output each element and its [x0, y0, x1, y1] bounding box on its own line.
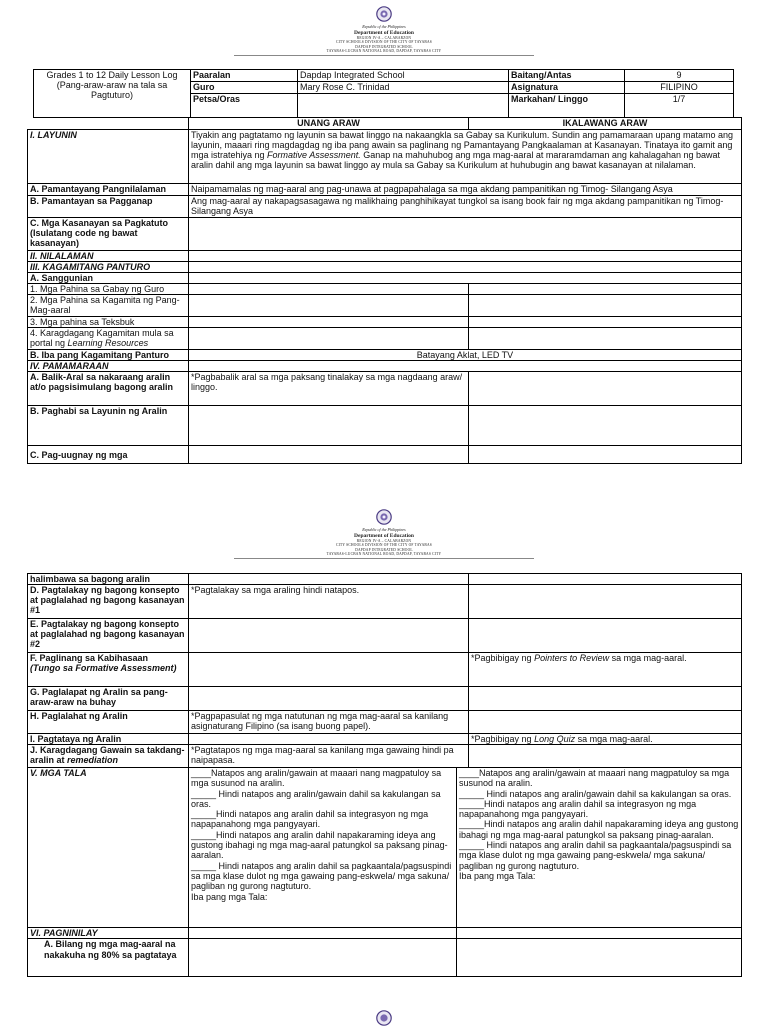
mga-tala-label: V. MGA TALA — [28, 768, 189, 928]
nilalaman-label: II. NILALAMAN — [28, 251, 189, 262]
balik-aral-label: A. Balik-Aral sa nakaraang aralin at/o pagsisimulang bagong aralin — [28, 372, 189, 406]
day2-header: IKALAWANG ARAW — [469, 118, 742, 130]
log-title: Grades 1 to 12 Daily Lesson Log (Pang-araw-araw na tala sa Pagtuturo) — [34, 70, 191, 118]
petsa-label: Petsa/Oras — [191, 94, 298, 118]
balik-aral-text: *Pagbabalik aral sa mga paksang tinalakay sa mga nagdaang araw/ linggo. — [189, 372, 469, 406]
pagtataya-text: *Pagbibigay ng Long Quiz sa mga mag-aaral. — [469, 734, 742, 745]
pagninilay-label: VI. PAGNINILAY — [28, 928, 189, 939]
iba-tala-label: Iba pang mga Tala: — [191, 891, 268, 902]
pamamaraan-label: IV. PAMAMARAAN — [28, 361, 189, 372]
paglalahat-label: H. Paglalahat ng Aralin — [28, 711, 189, 734]
header-division: CITY SCHOOLS DIVISION OF THE CITY OF TAYABAS — [336, 40, 432, 45]
note-item: _____Hindi natapos ang aralin dahil napakaraming ideya ang gustong ibahagi ng mga mag-aaral patungkol sa paksang pinag-aaralan. — [459, 819, 739, 840]
note-item: _____ Hindi natapos ang aralin/gawain dahil sa kakulangan sa oras. — [459, 788, 732, 799]
pagtalakay-1-text: *Pagtalakay sa mga araling hindi natapos. — [189, 585, 469, 619]
guro-value: Mary Rose C. Trinidad — [298, 82, 509, 94]
baitang-value: 9 — [625, 70, 734, 82]
learning-resources-label: 4. Karagdagang Kagamitan mula sa portal ng Learning Resources — [28, 328, 189, 350]
layunin-text: Tiyakin ang pagtatamo ng layunin sa bawat linggo na nakaangkla sa Gabay sa Kurikulum. Sundin ang pamamaraan upang matamo ang layunin, maaari ring magdagdag ng iba pang awain sa paglinang ng Pamantayang Pangkaalaman at Kasanayan. Tinataya ito gamit ang mga istratehiya ng Formative Assessment. Ganap na mahuhubog ang mga mag-aaral at mararamdaman ang kahalagahan ng bawat aralin dahil ang mga layunin sa bawat linggo ay mula sa Gabay sa Kurikulum at huhubugin ang bawat kasanayan at nilalaman. — [189, 130, 742, 184]
header-address: TAYABAS-LUCBAN NATIONAL ROAD, DAPDAP, TAYABAS CITY — [326, 551, 442, 556]
paghabi-label: B. Paghabi sa Layunin ng Aralin — [28, 406, 189, 446]
header-school: DAPDAP INTEGRATED SCHOOL — [355, 44, 413, 49]
deped-seal-icon — [376, 6, 392, 22]
pamantayan-pagganap-label: B. Pamantayan sa Pagganap — [28, 196, 189, 218]
halimbawa-label: halimbawa sa bagong aralin — [28, 574, 189, 585]
markahan-label: Markahan/ Linggo — [509, 94, 625, 118]
karagdagang-gawain-label: J. Karagdagang Gawain sa takdang-aralin at remediation — [28, 745, 189, 768]
iba-tala-label: Iba pang mga Tala: — [459, 870, 536, 881]
header-division: CITY SCHOOLS DIVISION OF THE CITY OF TAYABAS — [336, 543, 432, 548]
pagtataya-label: I. Pagtataya ng Aralin — [28, 734, 189, 745]
pamantayang-pangnilalaman-text: Naipamamalas ng mag-aaral ang pag-unawa at pagpapahalaga sa mga akdang pampanitikan ng Timog- Silangang Asya — [189, 184, 742, 196]
pamantayan-pagganap-text: Ang mag-aaral ay nakapagsasagawa ng malikhaing panghihikayat tungkol sa isang book fair ng mga akdang pampanitikan ng Timog-Silangang Asya — [189, 196, 742, 218]
guro-label: Guro — [191, 82, 298, 94]
header-address: TAYABAS-LUCBAN NATIONAL ROAD, DAPDAP, TAYABAS CITY — [326, 48, 442, 53]
note-item: ____Natapos ang aralin/gawain at maaari nang magpatuloy sa mga susunod na aralin. — [459, 768, 730, 789]
deped-seal-icon — [376, 509, 392, 525]
mga-tala-day2 — [457, 768, 742, 928]
info-table — [33, 69, 734, 118]
gabay-guro-label: 1. Mga Pahina sa Gabay ng Guro — [28, 284, 189, 295]
iba-kagamitan-label: B. Iba pang Kagamitang Panturo — [28, 350, 189, 361]
letterhead — [234, 6, 534, 56]
karagdagang-gawain-text: *Pagtatapos ng mga mag-aaral sa kanilang mga gawaing hindi pa naipapasa. — [189, 745, 469, 768]
paaralan-label: Paaralan — [191, 70, 298, 82]
pagtalakay-1-label: D. Pagtalakay ng bagong konsepto at paglalahad ng bagong kasanayan #1 — [28, 585, 189, 619]
iba-kagamitan-text: Batayang Aklat, LED TV — [189, 350, 742, 361]
header-department: Department of Education — [354, 532, 414, 539]
header-region: REGION IV-A – CALABARZON — [356, 539, 412, 544]
notes-table — [27, 767, 742, 977]
paglinang-label: F. Paglinang sa Kabihasaan (Tungo sa Formative Assessment) — [28, 653, 189, 687]
kasanayan-label: C. Mga Kasanayan sa Pagkatuto (Isulatang code ng bawat kasanayan) — [28, 218, 189, 251]
markahan-value: 1/7 — [625, 94, 734, 118]
note-item: _____ Hindi natapos ang aralin dahil sa pagkaantala/pagsuspindi sa mga klase dulot ng mga gawaing pang-eskwela/ mga sakuna/ pagliban ng gurong nagtuturo. — [191, 860, 452, 892]
paglalapat-label: G. Paglalapat ng Aralin sa pang-araw-araw na buhay — [28, 687, 189, 711]
pamantayang-pangnilalaman-label: A. Pamantayang Pangnilalaman — [28, 184, 189, 196]
paglalahat-text: *Pagpapasulat ng mga natutunan ng mga mag-aaral sa kanilang asignaturang Filipino (sa isang buong papel). — [189, 711, 469, 734]
header-school: DAPDAP INTEGRATED SCHOOL — [355, 547, 413, 552]
sanggunian-label: A. Sanggunian — [28, 273, 189, 284]
header-republic: Republic of the Philippines — [362, 527, 406, 533]
header-department: Department of Education — [354, 29, 414, 36]
header-republic: Republic of the Philippines — [362, 24, 406, 30]
kagamitan-label: III. KAGAMITANG PANTURO — [28, 262, 189, 273]
bilang-label: A. Bilang ng mga mag-aaral na nakakuha ng 80% sa pagtataya — [28, 939, 189, 977]
asignatura-value: FILIPINO — [625, 82, 734, 94]
layunin-label: I. LAYUNIN — [28, 130, 189, 184]
paaralan-value: Dapdap Integrated School — [298, 70, 509, 82]
note-item: _____ Hindi natapos ang aralin dahil sa pagkaantala/pagsuspindi sa mga klase dulot ng mga gawaing pang-eskwela/ mga sakuna/ pagliban ng gurong nagtuturo. — [459, 840, 732, 871]
letterhead-2 — [234, 509, 534, 559]
note-item: _____ Hindi natapos ang aralin/gawain dahil sa kakulangan sa oras. — [191, 788, 441, 809]
kagamitang-mag-aaral-label: 2. Mga Pahina sa Kagamita ng Pang-Mag-aaral — [28, 295, 189, 317]
petsa-value — [298, 94, 509, 118]
header-rule — [234, 558, 534, 559]
header-rule — [234, 55, 534, 56]
header-region: REGION IV-A – CALABARZON — [356, 36, 412, 41]
paglinang-text: *Pagbibigay ng Pointers to Review sa mga mag-aaral. — [469, 653, 742, 687]
note-item: _____Hindi natapos ang aralin dahil sa integrasyon ng mga napapanahong mga pangyayari. — [191, 809, 429, 830]
baitang-label: Baitang/Antas — [509, 70, 625, 82]
note-item: _____Hindi natapos ang aralin dahil sa integrasyon ng mga napapanahong mga pangyayari. — [459, 798, 697, 820]
note-item: _____Hindi natapos ang aralin dahil napakaraming ideya ang gustong ibahagi ng mga mag-aaral patungkol sa paksang pinag-aaralan. — [191, 829, 448, 861]
teksbuk-label: 3. Mga pahina sa Teksbuk — [28, 317, 189, 328]
pagtalakay-2-label: E. Pagtalakay ng bagong konsepto at paglalahad ng bagong kasanayan #2 — [28, 619, 189, 653]
mga-tala-day1 — [189, 768, 457, 928]
note-item: ____Natapos ang aralin/gawain at maaari nang magpatuloy sa mga susunod na aralin. — [191, 768, 442, 789]
asignatura-label: Asignatura — [509, 82, 625, 94]
lesson-table-1 — [27, 117, 742, 464]
day1-header: UNANG ARAW — [189, 118, 469, 130]
lesson-table-2 — [27, 573, 742, 768]
pag-uugnay-label: C. Pag-uugnay ng mga — [28, 446, 189, 464]
